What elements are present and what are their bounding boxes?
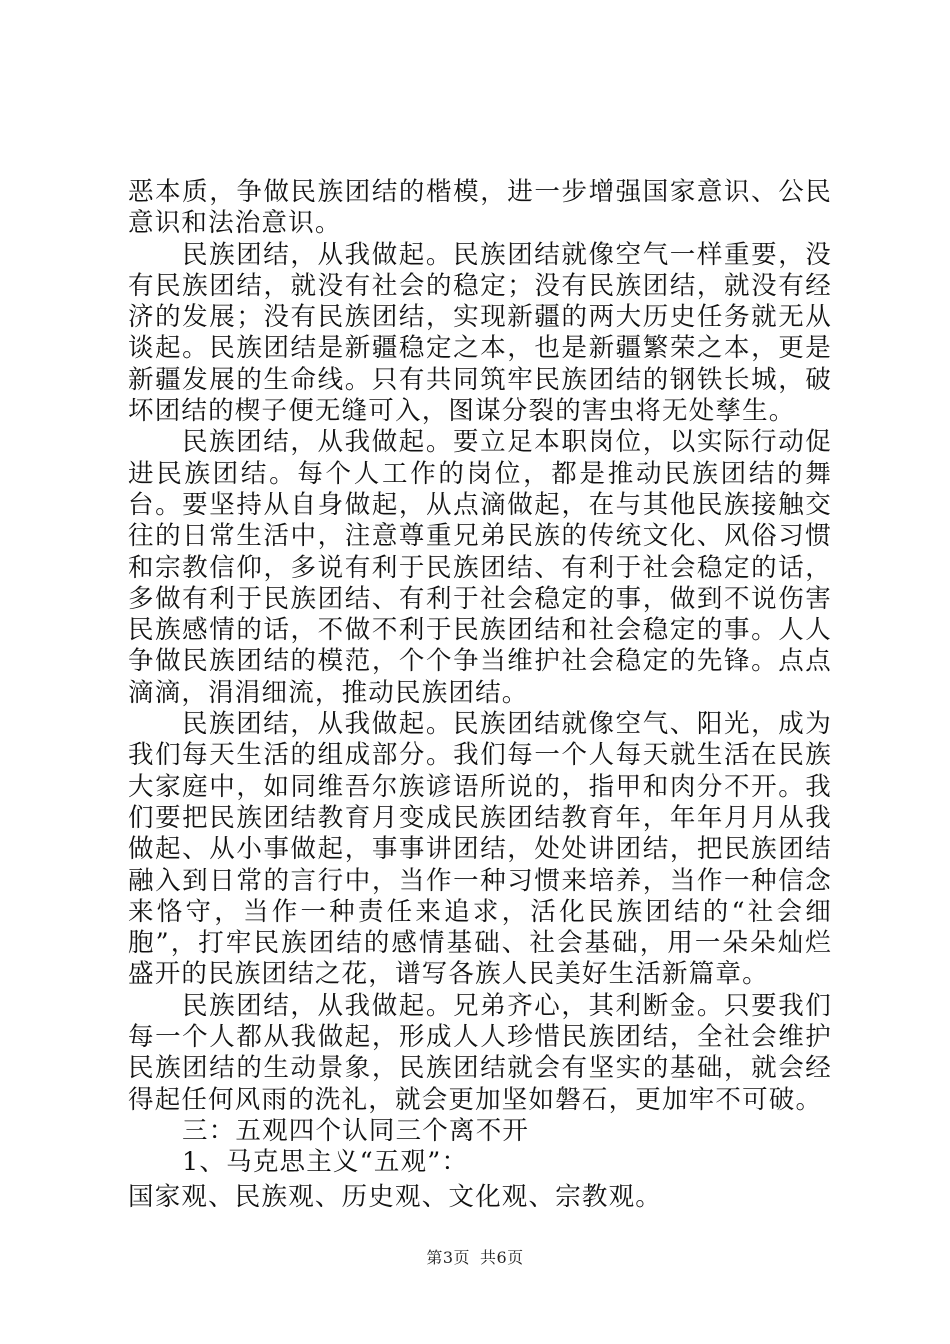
paragraph-five-views: 国家观、民族观、历史观、文化观、宗教观。 <box>128 1181 663 1212</box>
paragraph-continuation: 恶本质，争做民族团结的楷模，进一步增强国家意识、公民意识和法治意识。 <box>128 177 832 239</box>
subsection-heading: 1、马克思主义“五观”： <box>182 1147 469 1178</box>
page-total: 共6页 <box>480 1248 524 1267</box>
paragraph-unity-together: 民族团结，从我做起。兄弟齐心，其利断金。只要我们每一个人都从我做起，形成人人珍惜民族团结，全社会维护民族团结的生动景象，民族团结就会有坚实的基础，就会经得起任何风雨的洗礼，就会更加坚如磐石，更加牢不可破。 <box>128 990 832 1115</box>
page-number: 第3页 <box>426 1248 470 1267</box>
paragraph-unity-importance: 民族团结，从我做起。民族团结就像空气一样重要，没有民族团结，就没有社会的稳定；没有民族团结，就没有经济的发展；没有民族团结，实现新疆的两大历史任务就无从谈起。民族团结是新疆稳定之本，也是新疆繁荣之本，更是新疆发展的生命线。只有共同筑牢民族团结的钢铁长城，破坏团结的楔子便无缝可入，图谋分裂的害虫将无处孳生。 <box>128 239 832 427</box>
section-heading: 三：五观四个认同三个离不开 <box>182 1115 530 1146</box>
page-footer <box>0 1245 950 1268</box>
paragraph-unity-workplace: 民族团结，从我做起。要立足本职岗位，以实际行动促进民族团结。每个人工作的岗位，都是推动民族团结的舞台。要坚持从自身做起，从点滴做起，在与其他民族接触交往的日常生活中，注意尊重兄弟民族的传统文化、风俗习惯和宗教信仰，多说有利于民族团结、有利于社会稳定的话，多做有利于民族团结、有利于社会稳定的事，做到不说伤害民族感情的话，不做不利于民族团结和社会稳定的事。人人争做民族团结的模范，个个争当维护社会稳定的先锋。点点滴滴，涓涓细流，推动民族团结。 <box>128 427 832 708</box>
paragraph-unity-daily-life: 民族团结，从我做起。民族团结就像空气、阳光，成为我们每天生活的组成部分。我们每一个人每天就生活在民族大家庭中，如同维吾尔族谚语所说的，指甲和肉分不开。我们要把民族团结教育月变成民族团结教育年，年年月月从我做起、从小事做起，事事讲团结，处处讲团结，把民族团结融入到日常的言行中，当作一种习惯来培养，当作一种信念来恪守，当作一种责任来追求，活化民族团结的“社会细胞”，打牢民族团结的感情基础、社会基础，用一朵朵灿烂盛开的民族团结之花，谱写各族人民美好生活新篇章。 <box>128 709 832 990</box>
document-body <box>128 177 832 1213</box>
